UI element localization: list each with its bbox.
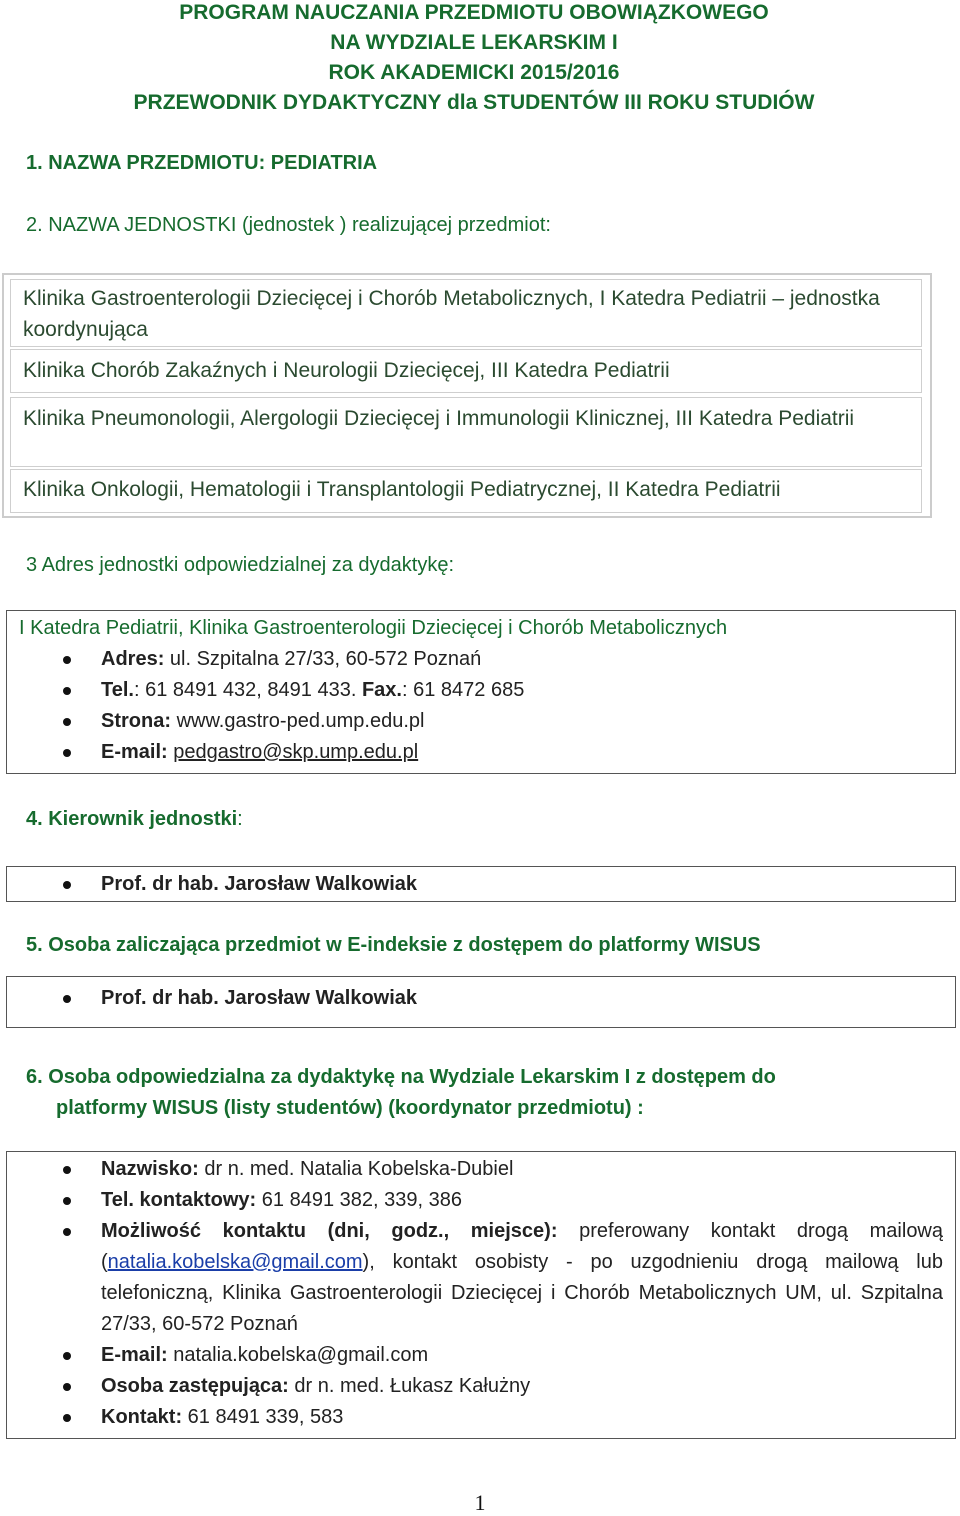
- header-line-1: PROGRAM NAUCZANIA PRZEDMIOTU OBOWIĄZKOWEGO: [179, 1, 769, 24]
- address-heading: I Katedra Pediatrii, Klinika Gastroenterologii Dziecięcej i Chorób Metabolicznych: [19, 617, 728, 639]
- page-number: 1: [474, 1490, 486, 1515]
- coordinator-contact-item: Możliwość kontaktu (dni, godz., miejsce): preferowany kontakt drogą mailową (natalia.kobelska@gmail.com), kontakt osobisty - po uzgodnieniu drogą mailową lub telefoniczną, Klinika Gastroenterologii Dziecięcej i Chorób Metabolicznych UM, ul. Szpitalna 27/33, 60-572 Poznań: [7, 1216, 955, 1340]
- document-header: [0, 0, 960, 118]
- examiner-name: Prof. dr hab. Jarosław Walkowiak: [7, 983, 955, 1014]
- coordinator-name-item: Nazwisko: dr n. med. Natalia Kobelska-Dubiel: [7, 1154, 955, 1185]
- unit-4-text: Klinika Onkologii, Hematologii i Transplantologii Pediatrycznej, II Katedra Pediatrii: [23, 478, 781, 501]
- head-of-unit-box: [6, 866, 956, 902]
- website-link[interactable]: www.gastro-ped.ump.edu.pl: [176, 710, 425, 732]
- section-3-title: 3 Adres jednostki odpowiedzialnej za dydaktykę:: [26, 554, 455, 576]
- section-4-title: 4. Kierownik jednostki:: [26, 808, 243, 830]
- examiner-box: [6, 976, 956, 1028]
- phone-item: Tel.: 61 8491 432, 8491 433. Fax.: 61 8472 685: [7, 675, 955, 706]
- section-1-title: 1. NAZWA PRZEDMIOTU: PEDIATRIA: [26, 152, 378, 174]
- unit-3-text: Klinika Pneumonologii, Alergologii Dziecięcej i Immunologii Klinicznej, III Katedra Pediatrii: [23, 407, 855, 430]
- address-box: [6, 610, 956, 774]
- section-6-title: 6. Osoba odpowiedzialna za dydaktykę na Wydziale Lekarskim I z dostępem do platformy WISUS (listy studentów) (koordynator przedmiotu) :: [26, 1066, 776, 1119]
- head-of-unit-name: Prof. dr hab. Jarosław Walkowiak: [7, 869, 955, 900]
- unit-2-text: Klinika Chorób Zakaźnych i Neurologii Dziecięcej, III Katedra Pediatrii: [23, 359, 670, 382]
- unit-row-4: [10, 469, 922, 513]
- units-table: [2, 273, 932, 518]
- unit-row-1: [10, 279, 922, 347]
- email-link[interactable]: pedgastro@skp.ump.edu.pl: [173, 741, 419, 763]
- coordinator-email-item: E-mail: natalia.kobelska@gmail.com: [7, 1340, 955, 1371]
- email-item: E-mail: pedgastro@skp.ump.edu.pl: [7, 737, 955, 768]
- header-line-4: PRZEWODNIK DYDAKTYCZNY dla STUDENTÓW III ROKU STUDIÓW: [133, 91, 815, 114]
- header-line-3: ROK AKADEMICKI 2015/2016: [328, 61, 620, 84]
- address-item: Adres: ul. Szpitalna 27/33, 60-572 Poznań: [7, 644, 955, 675]
- unit-row-3: [10, 397, 922, 467]
- deputy-contact-item: Kontakt: 61 8491 339, 583: [7, 1402, 955, 1433]
- coordinator-email-link[interactable]: natalia.kobelska@gmail.com: [107, 1251, 363, 1273]
- section-2-title: 2. NAZWA JEDNOSTKI (jednostek ) realizującej przedmiot:: [26, 214, 551, 236]
- coordinator-phone-item: Tel. kontaktowy: 61 8491 382, 339, 386: [7, 1185, 955, 1216]
- deputy-item: Osoba zastępująca: dr n. med. Łukasz Kałużny: [7, 1371, 955, 1402]
- unit-row-2: [10, 349, 922, 393]
- section-5-title: 5. Osoba zaliczająca przedmiot w E-indeksie z dostępem do platformy WISUS: [26, 934, 761, 956]
- website-item: Strona: www.gastro-ped.ump.edu.pl: [7, 706, 955, 737]
- header-line-2: NA WYDZIALE LEKARSKIM I: [330, 31, 618, 54]
- coordinator-box: [6, 1151, 956, 1439]
- unit-1-text: Klinika Gastroenterologii Dziecięcej i Chorób Metabolicznych, I Katedra Pediatrii – jednostka koordynująca: [23, 287, 880, 341]
